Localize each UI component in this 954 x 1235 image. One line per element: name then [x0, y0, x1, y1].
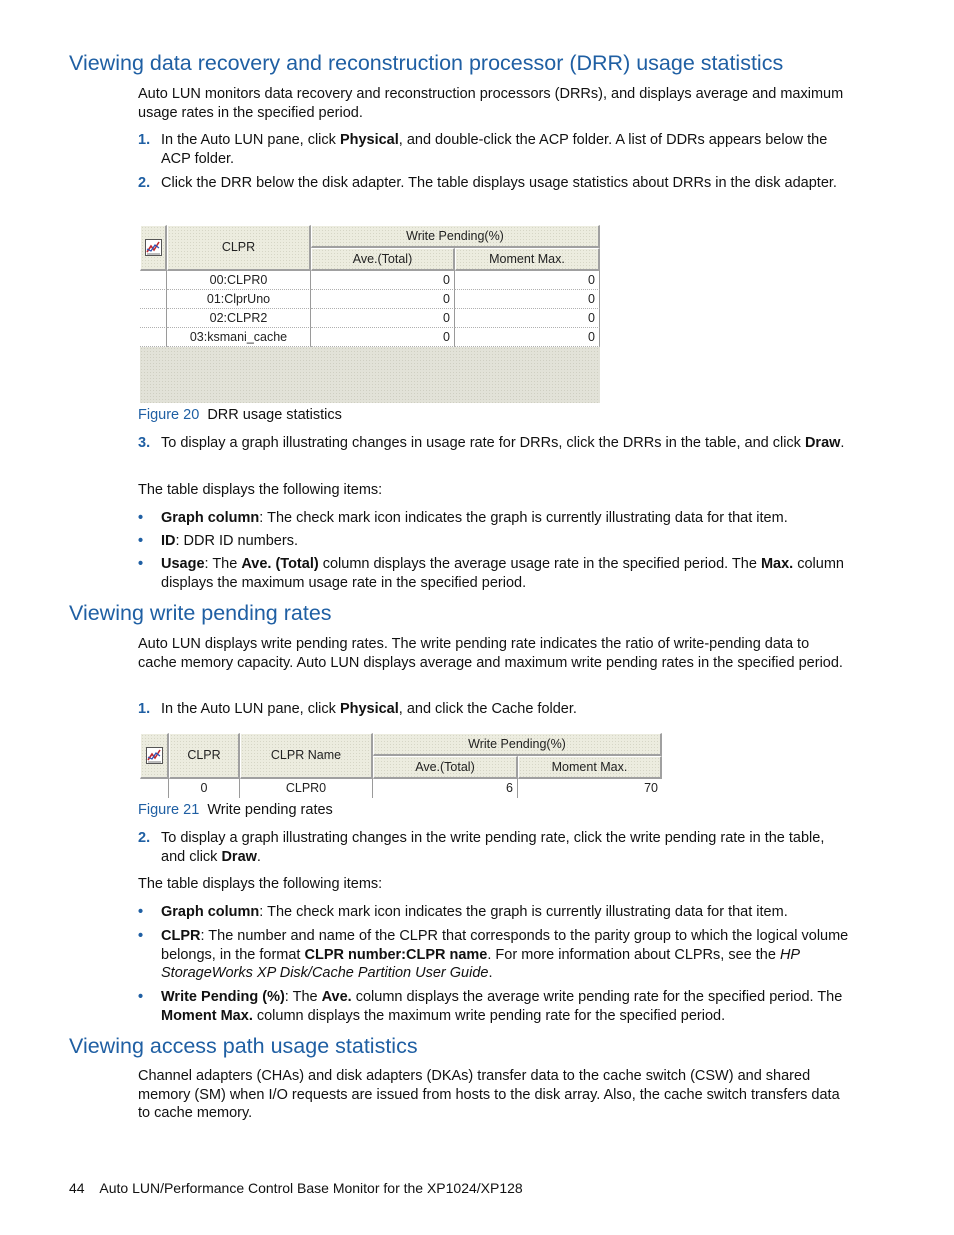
wp-bullet-graph-column	[138, 903, 850, 922]
figure-caption-text: DRR usage statistics	[207, 407, 342, 423]
ave-total-column-header[interactable]: Ave.(Total)	[373, 756, 518, 779]
definition: : The check mark icon indicates the graph is currently illustrating data for that item.	[259, 510, 788, 526]
moment-max-column-header[interactable]: Moment Max.	[518, 756, 662, 779]
graph-cell[interactable]	[140, 290, 167, 309]
write-pending-group-header: Write Pending(%)	[311, 225, 600, 248]
term: CLPR	[161, 928, 201, 944]
drr-usage-table	[140, 225, 600, 403]
table-empty-area	[140, 347, 600, 403]
max-cell: 0	[455, 309, 600, 328]
definition: .	[488, 965, 493, 981]
term: Graph column	[161, 904, 260, 920]
graph-column-header[interactable]	[140, 225, 167, 271]
definition: : The check mark icon indicates the graph is currently illustrating data for that item.	[259, 904, 788, 920]
ave-total-column-header[interactable]: Ave.(Total)	[311, 248, 455, 271]
term: Graph column	[161, 510, 260, 526]
graph-column-header[interactable]	[140, 733, 169, 779]
clpr-name-column-header[interactable]: CLPR Name	[240, 733, 373, 779]
figure-20-caption	[138, 406, 342, 425]
step-text: , and click the Cache folder.	[398, 701, 577, 717]
definition: : DDR ID numbers.	[175, 533, 298, 549]
definition: . For more information about CLPRs, see the	[487, 946, 780, 963]
clpr-cell[interactable]: 0	[169, 779, 240, 798]
write-pending-step-1	[138, 700, 850, 719]
step-text: Click the DRR below the disk adapter. The table displays usage statistics about DRRs in the disk adapter.	[161, 175, 837, 191]
max-cell: 0	[455, 271, 600, 290]
clpr-cell[interactable]: 01:ClprUno	[167, 290, 311, 309]
term: Usage	[161, 556, 205, 572]
step-text: To display a graph illustrating changes in the write pending rate, click the write pending rate in the table, and click	[161, 830, 825, 865]
drr-bullet-id	[138, 532, 850, 551]
step-text: , and double-click the ACP folder. A list of DDRs appears below the ACP folder.	[161, 132, 828, 167]
access-path-intro: Channel adapters (CHAs) and disk adapters (DKAs) transfer data to the cache switch (CSW) and shared memory (SM) when I/O requests are issued from hosts to the disk array. Also, the cache switch transfers data to cache memory.	[138, 1068, 840, 1121]
drr-items-intro: The table displays the following items:	[138, 482, 383, 498]
term: Moment Max.	[161, 1007, 253, 1024]
step-number: 3.	[138, 435, 151, 451]
ave-cell: 6	[373, 779, 518, 798]
moment-max-column-header[interactable]: Moment Max.	[455, 248, 600, 271]
bullet: •	[138, 533, 144, 549]
clpr-cell[interactable]: 02:CLPR2	[167, 309, 311, 328]
ave-cell: 0	[311, 290, 455, 309]
write-pending-step-2	[138, 829, 850, 866]
term: Max.	[760, 556, 794, 572]
definition: column displays the maximum write pending rate for the specified period.	[252, 1007, 726, 1024]
step-text: .	[840, 435, 845, 451]
max-cell: 70	[518, 779, 662, 798]
write-pending-items-intro: The table displays the following items:	[138, 876, 383, 892]
graph-cell[interactable]	[140, 779, 169, 798]
bullet: •	[138, 904, 144, 920]
guide-title: HP StorageWorks XP Disk/Cache Partition User Guide	[161, 946, 800, 981]
bullet: •	[138, 556, 144, 572]
bullet: •	[138, 989, 144, 1005]
draw-keyword: Draw	[804, 435, 841, 451]
definition: column displays the average usage rate in the specified period. The	[318, 556, 761, 572]
ave-cell: 0	[311, 309, 455, 328]
graph-cell[interactable]	[140, 309, 167, 328]
drr-step-3	[138, 434, 850, 453]
step-text: In the Auto LUN pane, click	[161, 701, 340, 717]
step-text: In the Auto LUN pane, click	[161, 132, 340, 148]
graph-icon	[145, 239, 162, 256]
page-footer	[69, 1179, 523, 1198]
clpr-cell[interactable]: 00:CLPR0	[167, 271, 311, 290]
step-text: .	[256, 848, 261, 865]
footer-title: Auto LUN/Performance Control Base Monitor for the XP1024/XP128	[99, 1180, 523, 1196]
definition: : The	[204, 556, 242, 572]
graph-cell[interactable]	[140, 271, 167, 290]
definition: column displays the maximum usage rate in the specified period.	[161, 556, 844, 591]
drr-intro: Auto LUN monitors data recovery and reconstruction processors (DRRs), and displays average and maximum usage rates in the specified period.	[138, 86, 844, 121]
step-number: 1.	[138, 701, 151, 717]
clpr-column-header[interactable]: CLPR	[169, 733, 240, 779]
clpr-column-header[interactable]: CLPR	[167, 225, 311, 271]
figure-label: Figure 20	[138, 407, 200, 423]
max-cell: 0	[455, 290, 600, 309]
drr-step-2	[138, 174, 850, 193]
drr-bullet-usage	[138, 555, 850, 592]
step-number: 2.	[138, 830, 151, 846]
figure-label: Figure 21	[138, 802, 200, 818]
write-pending-table	[140, 733, 662, 799]
section-title-access-path: Viewing access path usage statistics	[69, 1034, 418, 1058]
term: ID	[161, 533, 176, 549]
drr-bullet-graph-column	[138, 509, 850, 528]
definition: : The	[284, 989, 322, 1005]
clpr-cell[interactable]: 03:ksmani_cache	[167, 328, 311, 347]
term: CLPR number:CLPR name	[304, 946, 488, 963]
ave-cell: 0	[311, 328, 455, 347]
figure-21-caption	[138, 801, 333, 820]
clpr-name-cell[interactable]: CLPR0	[240, 779, 373, 798]
max-cell: 0	[455, 328, 600, 347]
term: Write Pending (%)	[161, 989, 285, 1005]
physical-keyword: Physical	[339, 701, 399, 717]
definition: : The number and name of the CLPR that corresponds to the parity group to which the logical volume belongs, in the format	[161, 928, 849, 963]
bullet: •	[138, 510, 144, 526]
write-pending-group-header: Write Pending(%)	[373, 733, 662, 756]
wp-bullet-write-pending	[138, 988, 850, 1025]
term: Ave.	[321, 989, 352, 1005]
physical-keyword: Physical	[339, 132, 399, 148]
page-number: 44	[69, 1180, 85, 1196]
draw-keyword: Draw	[221, 848, 257, 865]
figure-caption-text: Write pending rates	[207, 802, 333, 818]
section-title-drr: Viewing data recovery and reconstruction processor (DRR) usage statistics	[69, 51, 784, 75]
drr-step-1	[138, 131, 850, 168]
write-pending-intro: Auto LUN displays write pending rates. The write pending rate indicates the ratio of write-pending data to cache memory capacity. Auto LUN displays average and maximum write pending rates in the specified period.	[138, 636, 843, 671]
bullet: •	[138, 928, 144, 944]
step-text: To display a graph illustrating changes in usage rate for DRRs, click the DRRs in the table, and click	[161, 435, 805, 451]
graph-icon	[146, 747, 163, 764]
term: Ave. (Total)	[241, 556, 319, 572]
definition: column displays the average write pending rate for the specified period. The	[351, 989, 843, 1005]
section-title-write-pending: Viewing write pending rates	[69, 601, 332, 625]
ave-cell: 0	[311, 271, 455, 290]
step-number: 1.	[138, 132, 151, 148]
step-number: 2.	[138, 175, 151, 191]
wp-bullet-clpr	[138, 927, 850, 983]
graph-cell[interactable]	[140, 328, 167, 347]
